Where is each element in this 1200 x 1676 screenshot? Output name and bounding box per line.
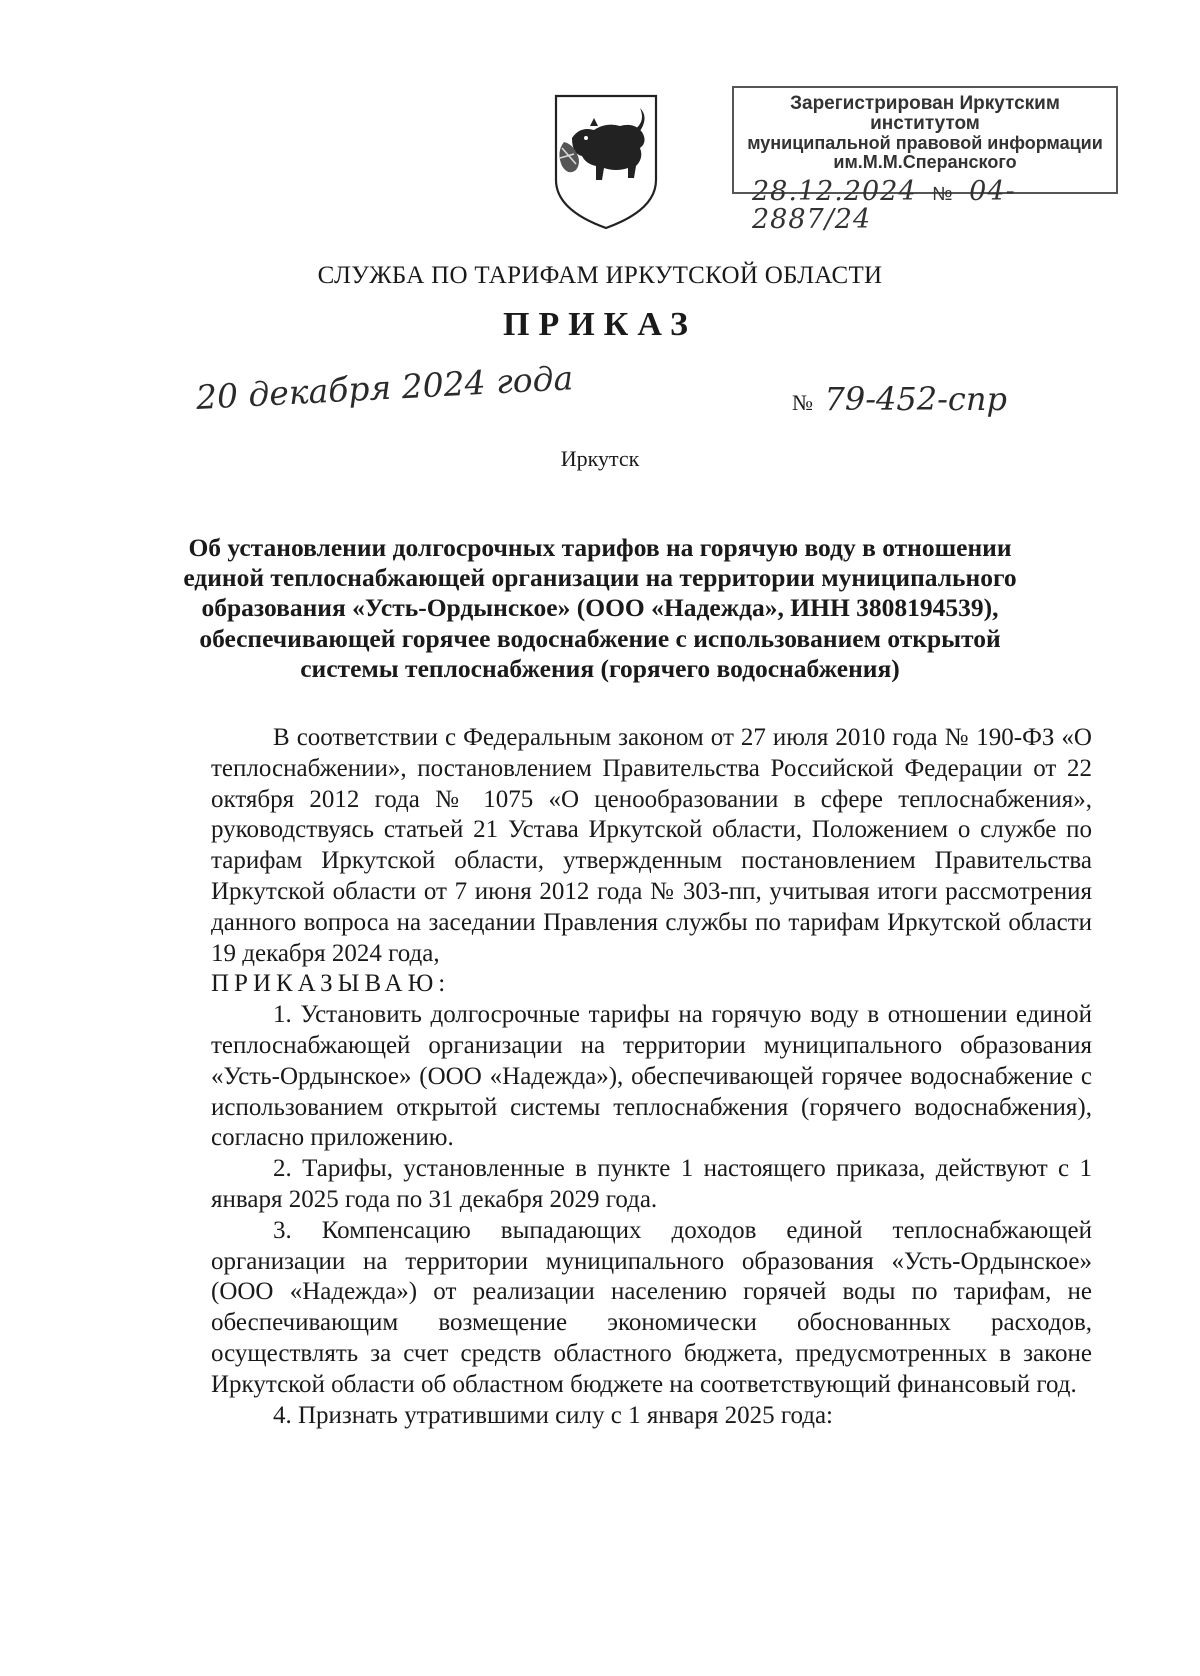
stamp-reg-number: 04-2887/24 [752,175,1016,235]
order-number-handwritten: 79-452-спр [824,380,1007,418]
preamble-paragraph: В соответствии с Федеральным законом от 27 июля 2010 года № 190-ФЗ «О теплоснабжении», постановлением Правительства Российской Федерации от 22 октября 2012 года № 1075 «О ценообразовании в сфере теплоснабжения», руководствуясь статьей 21 Устава Иркутской области, Положением о службе по тарифам Иркутской области, утвержденным постановлением Правительства Иркутской области от 7 июня 2012 года № 303-пп, учитывая итоги рассмотрения данного вопроса на заседании Правления службы по тарифам Иркутской области 19 декабря 2024 года, [211,724,1092,967]
order-item-1: 1. Установить долгосрочные тарифы на горячую воду в отношении единой теплоснабжающей организации на территории муниципального образования «Усть-Ордынское» (ООО «Надежда»), обеспечивающей горячее водоснабжение с использованием открытой системы теплоснабжения (горячего водоснабжения), согласно приложению. [211,1001,1092,1152]
order-date-handwritten: 20 декабря 2024 года [194,358,575,417]
stamp-line-2: муниципальной правовой информации [747,132,1103,153]
stamp-line-3: им.М.М.Сперанского [833,151,1017,172]
stamp-registration-line [734,175,1116,235]
order-number-label: № [792,390,813,415]
document-type: ПРИКАЗ [503,306,697,343]
stamp-line-1: Зарегистрирован Иркутским институтом [790,93,1060,134]
registration-stamp [732,86,1118,235]
coat-of-arms-emblem [550,92,662,232]
order-item-3: 3. Компенсацию выпадающих доходов единой теплоснабжающей организации на территории муниципального образования «Усть-Ордынское» (ООО «Надежда») от реализации населению горячей воды по тарифам, не обеспечивающим возмещение экономически обоснованных расходов, осуществлять за счет средств областного бюджета, предусмотренных в законе Иркутской области об областном бюджете на соответствующий финансовый год. [211,1216,1092,1398]
stamp-number-label: № [932,183,954,205]
order-item-2: 2. Тарифы, установленные в пункте 1 настоящего приказа, действуют с 1 января 2025 года по 31 декабря 2029 года. [211,1155,1092,1213]
order-body [211,723,1092,1431]
decree-word: ПРИКАЗЫВАЮ: [211,970,451,998]
city-name: Иркутск [560,446,640,471]
order-subject-title: Об установлении долгосрочных тарифов на горячую воду в отношении единой теплоснабжающей организации на территории муниципального образования «Усть-Ордынское» (ООО «Надежда», ИНН 3808194539), обеспечивающей горячее водоснабжение с использованием открытой системы теплоснабжения (горячего водоснабжения) [183,533,1017,683]
order-item-4: 4. Признать утратившими силу с 1 января 2025 года: [273,1401,833,1429]
stamp-reg-date: 28.12.2024 [752,175,917,207]
agency-name: СЛУЖБА ПО ТАРИФАМ ИРКУТСКОЙ ОБЛАСТИ [317,262,883,289]
order-number [792,380,1007,418]
